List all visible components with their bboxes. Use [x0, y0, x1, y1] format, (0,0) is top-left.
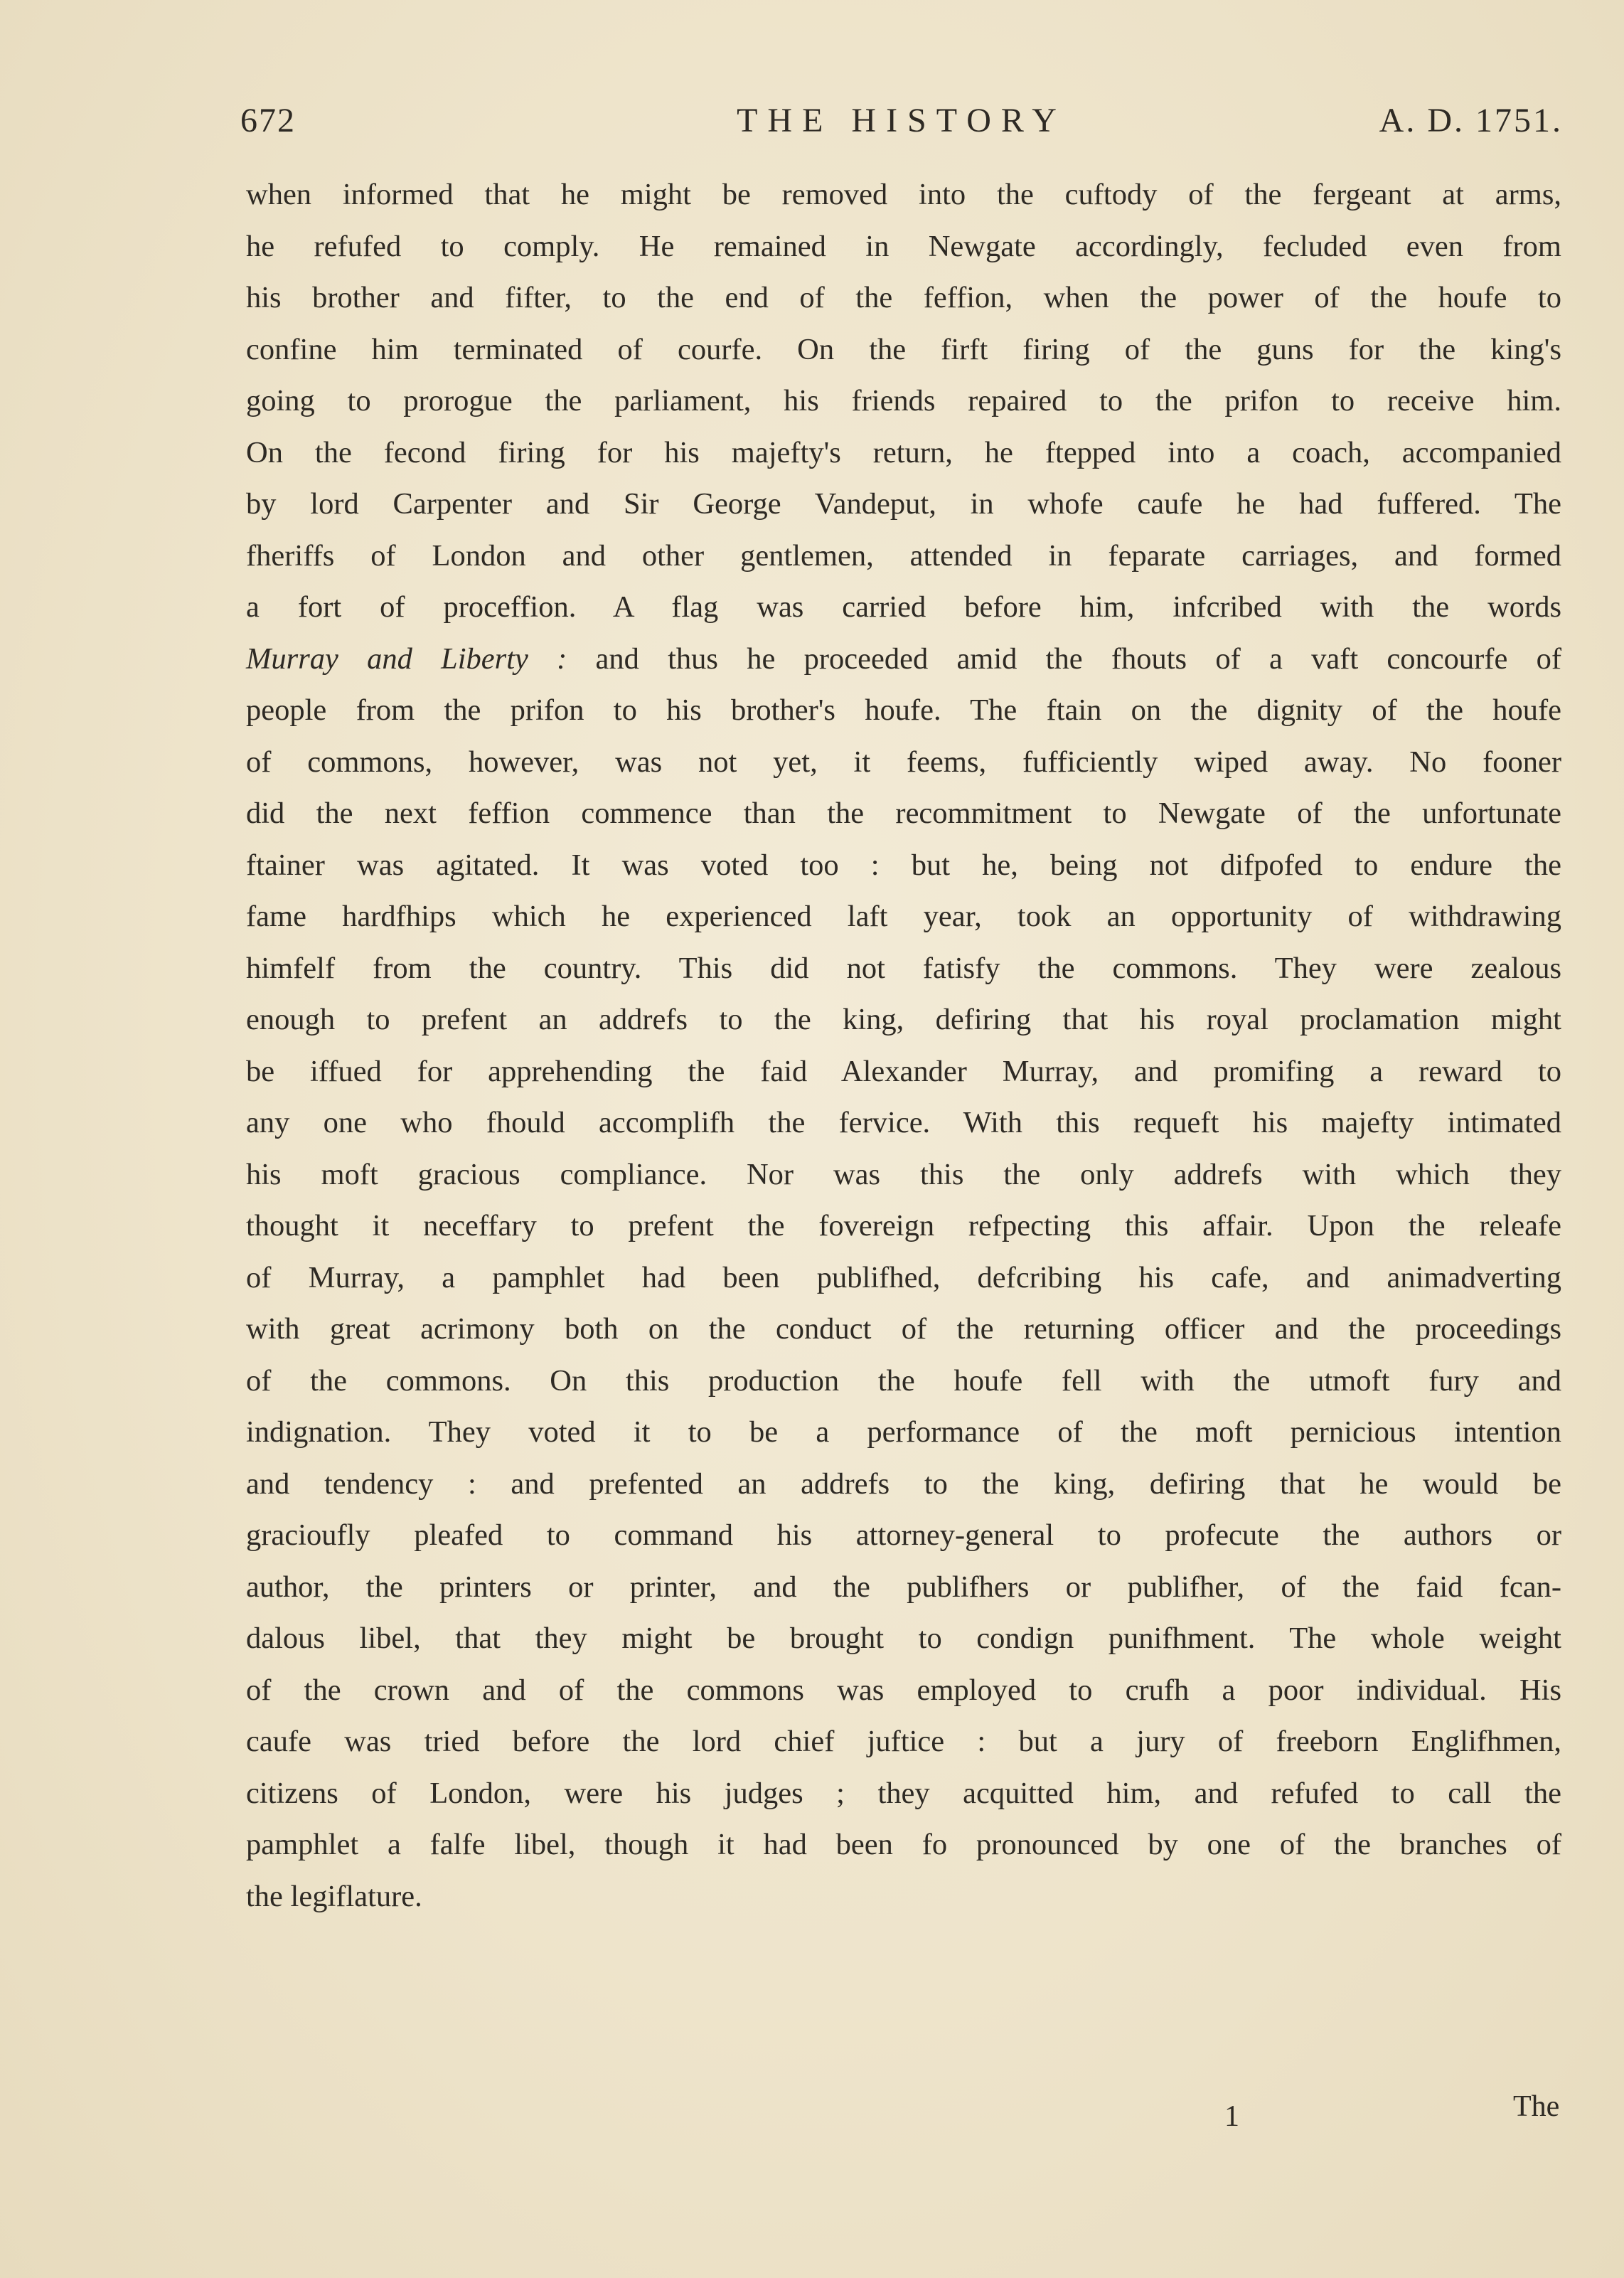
text-line: by lord Carpenter and Sir George Vandeput, in whofe caufe he had fuffered. The	[246, 487, 1561, 521]
text-line: of Murray, a pamphlet had been publifhed, defcribing his cafe, and animadverting	[246, 1260, 1561, 1294]
text-line: thought it neceffary to prefent the fovereign refpecting this affair. Upon the releafe	[246, 1209, 1561, 1242]
catchword: The	[1513, 2090, 1560, 2123]
text-line-last: the legiflature.	[246, 1879, 422, 1913]
text-line: citizens of London, were his judges ; they acquitted him, and refufed to call the	[246, 1776, 1561, 1810]
text-line: of commons, however, was not yet, it feems, fufficiently wiped away. No fooner	[246, 745, 1561, 779]
running-title: THE HISTORY	[737, 102, 1067, 139]
signature-mark: 1	[1224, 2100, 1239, 2133]
text-line: people from the prifon to his brother's houfe. The ftain on the dignity of the houfe	[246, 693, 1561, 727]
text-line: when informed that he might be removed into the cuftody of the fergeant at arms,	[246, 178, 1561, 211]
text-line: confine him terminated of courfe. On the firft firing of the guns for the king's	[246, 332, 1561, 366]
text-line: did the next feffion commence than the recommitment to Newgate of the unfortunate	[246, 797, 1561, 830]
text-line: of the crown and of the commons was employed to crufh a poor individual. His	[246, 1673, 1561, 1707]
text-line: pamphlet a falfe libel, though it had been fo pronounced by one of the branches of	[246, 1828, 1561, 1861]
text-line: going to prorogue the parliament, his friends repaired to the prifon to receive him.	[246, 384, 1561, 417]
page-number: 672	[240, 102, 296, 139]
text-line: dalous libel, that they might be brought to condign punifhment. The whole weight	[246, 1622, 1561, 1655]
text-line-italic-motto	[246, 634, 1561, 686]
text-line: of the commons. On this production the houfe fell with the utmoft fury and	[246, 1363, 1561, 1398]
text-line: his brother and fifter, to the end of the feffion, when the power of the houfe to	[246, 281, 1561, 314]
text-line: gracioufly pleafed to command his attorney-general to profecute the authors or	[246, 1518, 1561, 1552]
text-line: On the fecond firing for his majefty's return, he ftepped into a coach, accompanied	[246, 435, 1561, 469]
text-line: author, the printers or printer, and the publifhers or publifher, of the faid fcan-	[246, 1570, 1561, 1604]
page-header	[240, 101, 1563, 151]
text-line: fheriffs of London and other gentlemen, attended in feparate carriages, and formed	[246, 538, 1561, 573]
text-line: any one who fhould accomplifh the fervice. With this requeft his majefty intimated	[246, 1106, 1561, 1139]
text-line: he refufed to comply. He remained in Newgate accordingly, fecluded even from	[246, 229, 1561, 263]
text-line: be iffued for apprehending the faid Alexander Murray, and promifing a reward to	[246, 1054, 1561, 1088]
text-line: fame hardfhips which he experienced laft year, took an opportunity of withdrawing	[246, 900, 1561, 933]
italic-phrase: Murray and Liberty :	[246, 642, 567, 676]
text-line: caufe was tried before the lord chief juftice : but a jury of freeborn Englifhmen,	[246, 1725, 1561, 1758]
text-line: a fort of proceffion. A flag was carried before him, infcribed with the words	[246, 590, 1561, 624]
text-line: indignation. They voted it to be a performance of the moft pernicious intention	[246, 1415, 1561, 1449]
body-text	[246, 169, 1561, 1922]
line-continuation: and thus he proceeded amid the fhouts of a vaft concourfe of	[567, 642, 1561, 676]
year-marker: A. D. 1751.	[1379, 102, 1563, 139]
text-line: and tendency : and prefented an addrefs to the king, defiring that he would be	[246, 1467, 1561, 1501]
text-line: ftainer was agitated. It was voted too : but he, being not difpofed to endure the	[246, 848, 1561, 882]
text-line: enough to prefent an addrefs to the king, defiring that his royal proclamation might	[246, 1003, 1561, 1036]
text-line: with great acrimony both on the conduct of the returning officer and the proceedings	[246, 1312, 1561, 1346]
text-line: himfelf from the country. This did not fatisfy the commons. They were zealous	[246, 951, 1561, 985]
text-line: his moft gracious compliance. Nor was this the only addrefs with which they	[246, 1157, 1561, 1191]
